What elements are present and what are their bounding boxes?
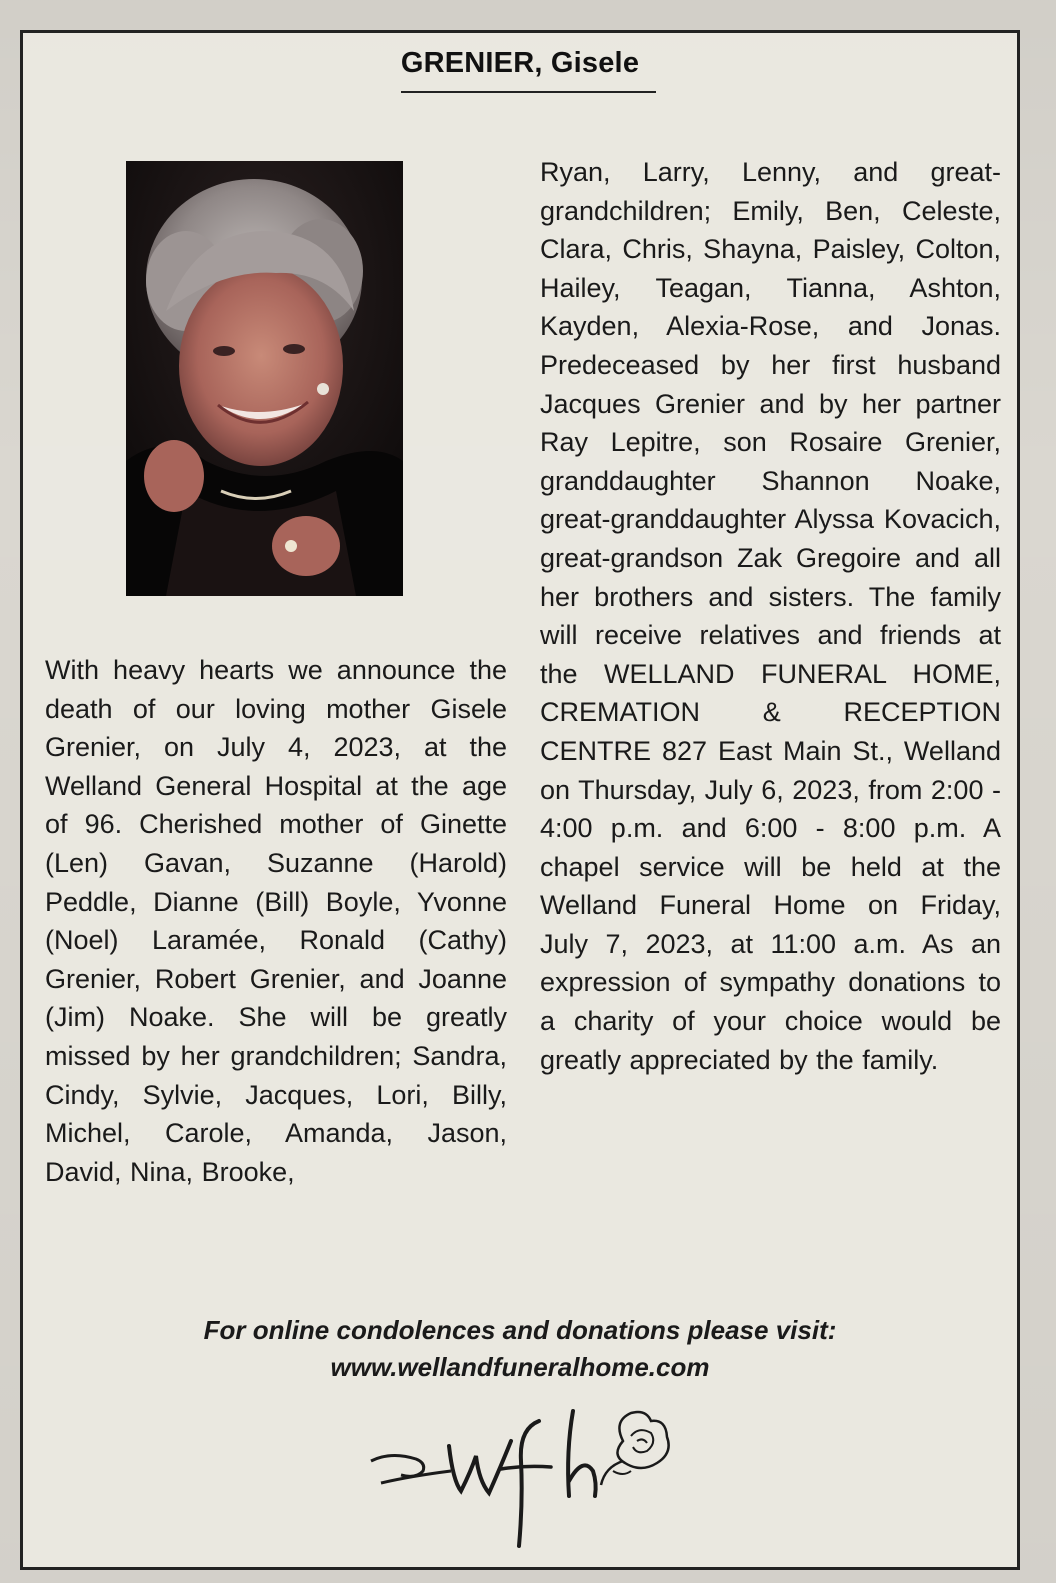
headline-underline bbox=[401, 91, 656, 93]
obituary-headline: GRENIER, Gisele bbox=[400, 47, 640, 79]
condolences-label: For online condolences and donations please visit: bbox=[203, 1315, 837, 1345]
portrait-image bbox=[126, 161, 403, 596]
funeral-home-url: www.wellandfuneralhome.com bbox=[330, 1352, 710, 1382]
portrait-photo bbox=[126, 161, 403, 596]
wfh-logo bbox=[361, 1401, 701, 1561]
obituary-text-right-column: Ryan, Larry, Lenny, and great-grandchildren; Emily, Ben, Celeste, Clara, Chris, Shayna, Paisley, Colton, Hailey, Teagan, Tianna, Ashton, Kayden, Alexia-Rose, and Jonas. Predeceased by her first husband Jacques Grenier and by her partner Ray Lepitre, son Rosaire Grenier, granddaughter Shannon Noake, great-granddaughter Alyssa Kovacich, great-grandson Zak Gregoire and all her brothers and sisters. The family will receive relatives and friends at the WELLAND FUNERAL HOME, CREMATION & RECEPTION CENTRE 827 East Main St., Welland on Thursday, July 6, 2023, from 2:00 - 4:00 p.m. and 6:00 - 8:00 p.m. A chapel service will be held at the Welland Funeral Home on Friday, July 7, 2023, at 11:00 a.m. As an expression of sympathy donations to a charity of your choice would be greatly appreciated by the family. bbox=[540, 157, 1001, 1075]
obituary-text-left-column: With heavy hearts we announce the death of our loving mother Gisele Grenier, on July 4, 2023, at the Welland General Hospital at the age of 96. Cherished mother of Ginette (Len) Gavan, Suzanne (Harold) Peddle, Dianne (Bill) Boyle, Yvonne (Noel) Laramée, Ronald (Cathy) Grenier, Robert Grenier, and Joanne (Jim) Noake. She will be greatly missed by her grandchildren; Sandra, Cindy, Sylvie, Jacques, Lori, Billy, Michel, Carole, Amanda, Jason, David, Nina, Brooke, bbox=[45, 655, 507, 1187]
wfh-monogram-icon bbox=[361, 1401, 701, 1561]
obituary-notice bbox=[20, 30, 1020, 1570]
